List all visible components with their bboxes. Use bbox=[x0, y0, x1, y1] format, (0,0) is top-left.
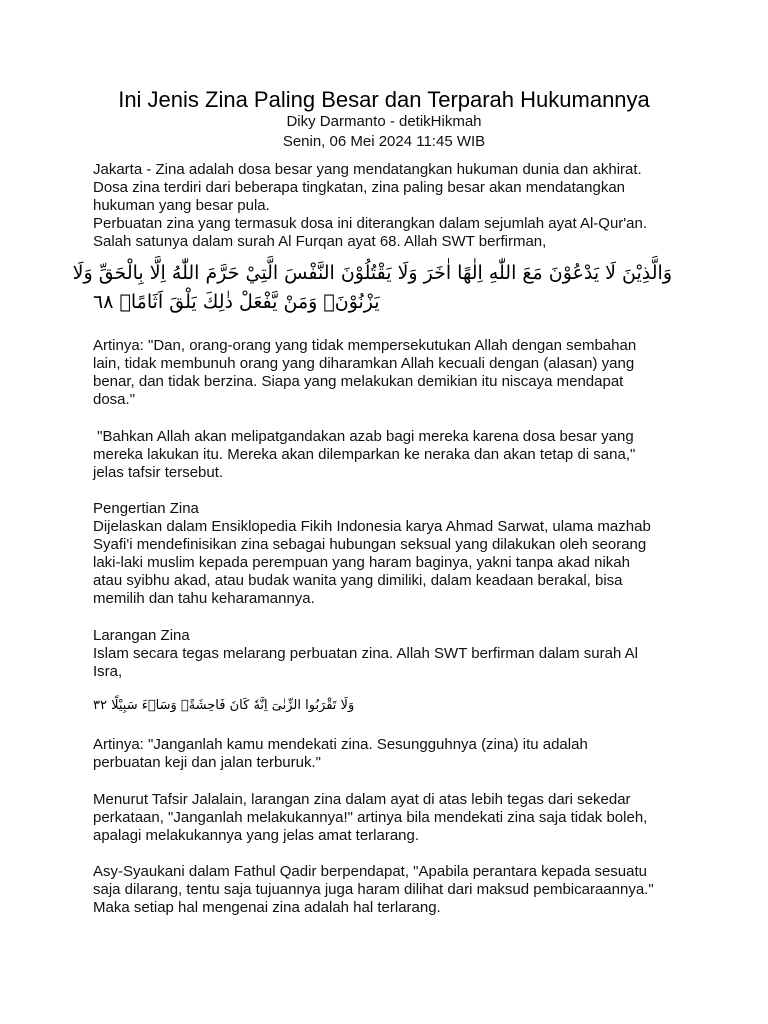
section-body-larangan: Islam secara tegas melarang perbuatan zina. Allah SWT berfirman dalam surah Al Isra, bbox=[93, 645, 638, 680]
article-title: Ini Jenis Zina Paling Besar dan Terparah Hukumannya bbox=[118, 87, 650, 112]
tafsir-quote-paragraph: "Bahkan Allah akan melipatgandakan azab bagi mereka karena dosa besar yang mereka lakukan itu. Mereka akan dilemparkan ke neraka dan akan tetap di sana," jelas tafsir tersebut. bbox=[93, 428, 636, 481]
verse-al-furqan-line-1: وَالَّذِيْنَ لَا يَدْعُوْنَ مَعَ اللّٰهِ اِلٰهًا اٰخَرَ وَلَا يَقْتُلُوْنَ النَّفْسَ الَّتِيْ حَرَّمَ اللّٰهُ اِلَّا بِالْحَقِّ وَلَا bbox=[72, 262, 672, 284]
section-heading-pengertian: Pengertian Zina bbox=[93, 500, 199, 517]
intro-paragraph: Jakarta - Zina adalah dosa besar yang mendatangkan hukuman dunia dan akhirat. Dosa zina terdiri dari beberapa tingkatan, zina paling besar akan mendatangkan hukuman yang besar pula. Perbuatan zina yang termasuk dosa ini diterangkan dalam sejumlah ayat Al-Qur'an. Salah satunya dalam surah Al Furqan ayat 68. Allah SWT berfirman, bbox=[93, 161, 648, 250]
verse-al-furqan-translation: Artinya: "Dan, orang-orang yang tidak mempersekutukan Allah dengan sembahan lain, tidak membunuh orang yang diharamkan Allah kecuali dengan (alasan) yang benar, dan tidak berzina. Siapa yang melakukan demikian itu niscaya mendapat dosa." bbox=[93, 337, 637, 408]
article-author: Diky Darmanto - detikHikmah bbox=[286, 113, 482, 130]
section-heading-larangan: Larangan Zina bbox=[93, 627, 190, 644]
verse-al-isra-translation: Artinya: "Janganlah kamu mendekati zina. Sesungguhnya (zina) itu adalah perbuatan keji dan jalan terburuk." bbox=[93, 736, 588, 771]
verse-al-furqan-line-2: يَزْنُوْنَۚ وَمَنْ يَّفْعَلْ ذٰلِكَ يَلْقَ اَثَامًاۙ ٦٨ bbox=[93, 291, 380, 313]
verse-al-isra: وَلَا تَقْرَبُوا الزِّنٰىٓ اِنَّهٗ كَانَ فَاحِشَةًۗ وَسَاۤءَ سَبِيْلًا ٣٢ bbox=[93, 698, 355, 713]
section-body-pengertian: Dijelaskan dalam Ensiklopedia Fikih Indonesia karya Ahmad Sarwat, ulama mazhab Syafi'i mendefinisikan zina sebagai hubungan seksual yang dilakukan oleh seorang laki-laki muslim kepada perempuan yang haram baginya, yakni tanpa akad nikah atau syibhu akad, atau budak wanita yang dimiliki, dalam keadaan berakal, bisa memilih dan tahu keharamannya. bbox=[93, 518, 651, 607]
article-date: Senin, 06 Mei 2024 11:45 WIB bbox=[282, 133, 486, 150]
tafsir-jalalain-paragraph: Menurut Tafsir Jalalain, larangan zina dalam ayat di atas lebih tegas dari sekedar perkataan, "Janganlah melakukannya!" artinya bila mendekati zina saja tidak boleh, apalagi melakukannya yang jelas amat terlarang. bbox=[93, 791, 648, 844]
syaukani-paragraph: Asy-Syaukani dalam Fathul Qadir berpendapat, "Apabila perantara kepada sesuatu saja dilarang, tentu saja tujuannya juga haram dilihat dari maksud pembicaraannya." Maka setiap hal mengenai zina adalah hal terlarang. bbox=[93, 863, 654, 916]
